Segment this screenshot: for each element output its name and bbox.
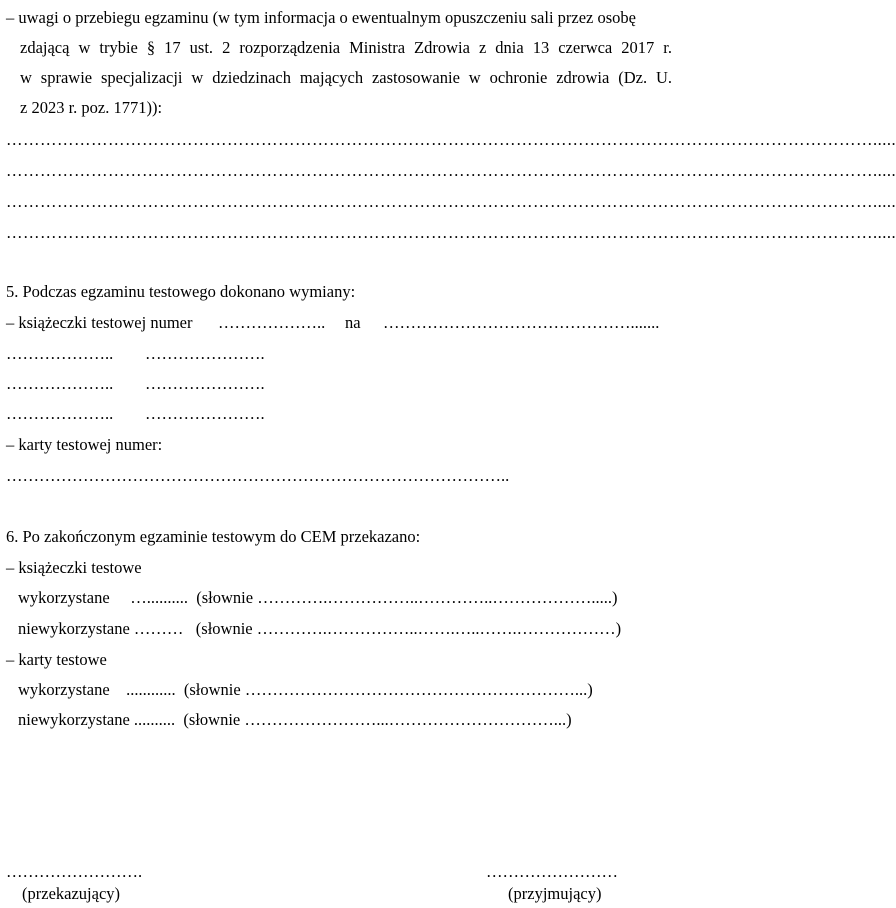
booklet-pair-1-right[interactable]: ………………….: [145, 344, 265, 363]
signature-right-line[interactable]: ……………………: [486, 862, 618, 881]
intro-line-1: – uwagi o przebiegu egzaminu (w tym informacja o ewentualnym opuszczeniu sali przez osobę: [6, 8, 636, 27]
section6-heading: 6. Po zakończonym egzaminie testowym do CEM przekazano:: [6, 527, 421, 546]
notes-dotted-line-4[interactable]: ……………………………………………………………………………………………………………………………………….....: [6, 223, 896, 242]
booklet-exchange-label: – książeczki testowej numer: [6, 313, 193, 332]
notes-dotted-line-2[interactable]: ……………………………………………………………………………………………………………………………………….....: [6, 161, 896, 180]
booklets-label: – książeczki testowe: [6, 558, 142, 577]
section5-heading: 5. Podczas egzaminu testowego dokonano wymiany:: [6, 282, 356, 301]
booklet-pair-1-left[interactable]: ………………..: [6, 344, 114, 363]
booklet-pair-3-left[interactable]: ………………..: [6, 404, 114, 423]
booklet-pair-2-right[interactable]: ………………….: [145, 374, 265, 393]
cards-label: – karty testowe: [6, 650, 107, 669]
intro-line-2: zdającą w trybie § 17 ust. 2 rozporządzenia Ministra Zdrowia z dnia 13 czerwca 2017 r.: [20, 38, 672, 57]
cards-used-row[interactable]: wykorzystane ............ (słownie ……………………………………………………...): [18, 680, 593, 699]
booklet-na-label: na: [345, 313, 361, 332]
notes-dotted-line-1[interactable]: ……………………………………………………………………………………………………………………………………….....: [6, 130, 896, 149]
booklet-to-field[interactable]: ……………………………………….......: [383, 313, 660, 332]
booklets-unused-row[interactable]: niewykorzystane ……… (słownie ………….……………..…….…..…….………………): [18, 619, 622, 638]
cards-unused-row[interactable]: niewykorzystane .......... (słownie ……………………...…………………………...): [18, 710, 572, 729]
signature-left-label: (przekazujący): [22, 884, 121, 903]
booklet-pair-2-left[interactable]: ………………..: [6, 374, 114, 393]
booklet-from-field[interactable]: ………………..: [218, 313, 326, 332]
booklets-used-row[interactable]: wykorzystane ….......... (słownie ………….……………..…………..……………….....): [18, 588, 618, 607]
card-exchange-label: – karty testowej numer:: [6, 435, 163, 454]
booklet-pair-3-right[interactable]: ………………….: [145, 404, 265, 423]
intro-line-3: w sprawie specjalizacji w dziedzinach mających zastosowanie w ochronie zdrowia (Dz. U.: [20, 68, 672, 87]
card-exchange-field[interactable]: ………………………………………………………………………………..: [6, 466, 510, 485]
signature-left-line[interactable]: …………………….: [6, 862, 143, 881]
intro-line-4: z 2023 r. poz. 1771)):: [20, 98, 163, 117]
signature-right-label: (przyjmujący): [508, 884, 602, 903]
notes-dotted-line-3[interactable]: ……………………………………………………………………………………………………………………………………….....: [6, 192, 896, 211]
